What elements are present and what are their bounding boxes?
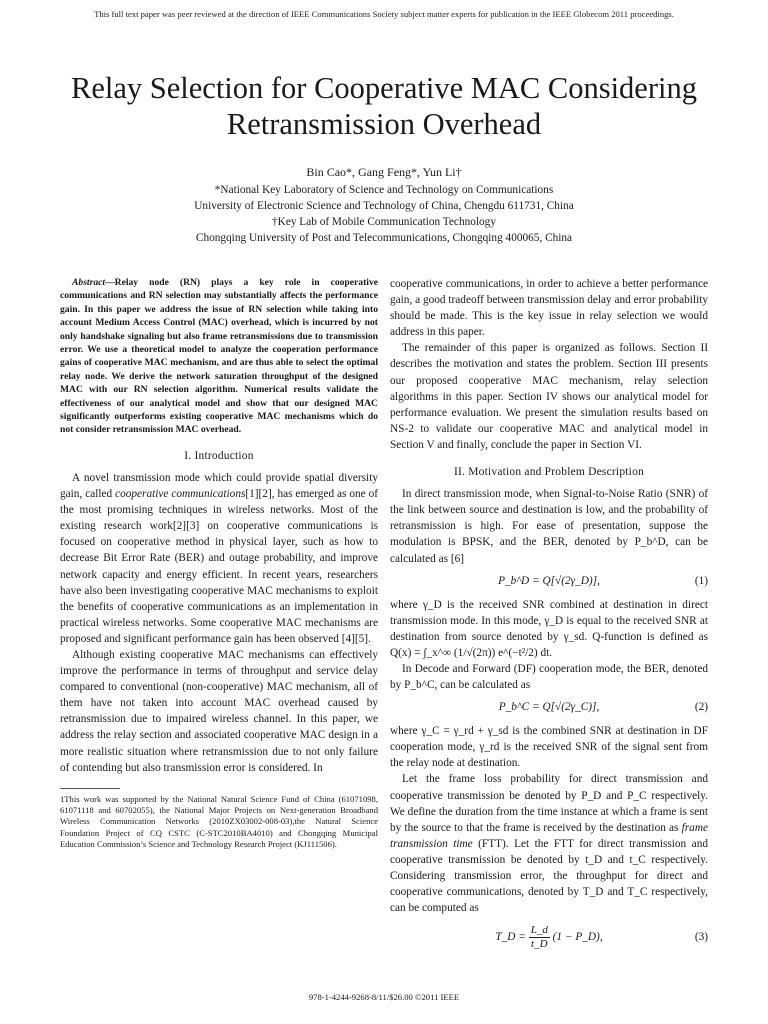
- footnote-divider: [60, 788, 120, 789]
- title-line-1: Relay Selection for Cooperative MAC Considering: [71, 71, 697, 105]
- equation-3: [390, 920, 708, 954]
- intro-text: A novel transmission mode which could provide spatial diversity gain, called: [60, 471, 378, 501]
- section-heading-introduction: I. Introduction: [184, 449, 254, 462]
- equation-1-body: P_b^D = Q[√(2γ_D)],: [498, 574, 600, 587]
- affiliation-line: Chongqing University of Post and Telecommunications, Chongqing 400065, China: [195, 232, 573, 244]
- equation-3-denominator: t_D: [531, 938, 548, 951]
- right-column: [390, 276, 708, 960]
- funding-footnote: 1This work was supported by the National Natural Science Fund of China (61071098, 61071118 and 60702055), the National Major Projects on Next-generation Broadband Wireless Communication Networks (2010ZX03002-008-03),the Natural Science Foundation Project of CQ CSTC (C-STC2010BA4010) and Chongqing Municipal Education Commission’s Science and Technology Research Project (KJ111506).: [60, 793, 378, 849]
- frame-loss-paragraph: [390, 771, 708, 916]
- equation-3-number: (3): [694, 931, 708, 944]
- direct-transmission-paragraph: In direct transmission mode, when Signal-to-Noise Ratio (SNR) of the link between source and destination is low, and the probability of retransmission is high. For ease of presentation, suppose the modulation is BPSK, and the BER, denoted by P_b^D, can be calculated as [6]: [390, 488, 708, 565]
- intro-text: [1][2], has emerged as one of the most promising techniques in wireless networks. Most of the existing research work[2][3] on cooperative communications is focused on cooperative method in physical layer, such as how to decrease Bit Error Rate (BER) and outage probability, and improve network capacity and energy efficient. In recent years, researchers have also been investigating cooperative MAC mechanisms to exploit the benefits of cooperative communications as an implementation in practical wireless networks. Some cooperative MAC mechanisms are proposed and significant performance gain has been observed [4][5].: [60, 488, 378, 645]
- affiliation-line: †Key Lab of Mobile Communication Technology: [272, 216, 496, 228]
- copyright-footer: 978-1-4244-9268-8/11/$26.00 ©2011 IEEE: [308, 992, 460, 1002]
- equation-3-rhs: (1 − P_D),: [552, 931, 603, 944]
- equation-3-numerator: L_d: [530, 924, 548, 937]
- affiliation-line: University of Electronic Science and Technology of China, Chengdu 611731, China: [194, 200, 574, 212]
- affiliation-line: *National Key Laboratory of Science and Technology on Communications: [214, 184, 554, 196]
- equation-2-number: (2): [694, 701, 708, 714]
- equation-1-number: (1): [694, 574, 708, 587]
- abstract-text: —Relay node (RN) plays a key role in cooperative communications and RN selection may substantially affects the performance gain. In this paper we address the issue of RN selection while taking into account Medium Access Control (MAC) overhead, which is incurred by not only handshake signaling but also frame retransmissions due to transmission error. We use a theoretical model to analyze the cooperation performance gains of cooperative MAC mechanism, and are thus able to select the optimal relay node. We derive the network saturation throughput of the designed MAC with our RN selection algorithm. Numerical results validate the effectiveness of our analytical model and show that our designed MAC significantly outperforms existing cooperative MAC mechanisms which do not consider retransmission MAC overhead.: [60, 277, 378, 436]
- equation-1: [390, 571, 708, 591]
- intro-paragraph-1: [60, 470, 378, 647]
- intro-emphasis: cooperative communications: [115, 488, 246, 501]
- frame-loss-text: Let the frame loss probability for direct transmission and cooperative transmission be denoted by P_D and P_C respectively. We define the duration from the time instance at which a frame is sent by the source to that the frame is received by the destination as: [390, 773, 708, 834]
- combined-snr-paragraph: where γ_C = γ_rd + γ_sd is the combined SNR at destination in DF cooperation mode, γ_rd is the received SNR of the signal sent from the relay node at destination.: [390, 725, 708, 770]
- section-heading-motivation: II. Motivation and Problem Description: [454, 466, 644, 479]
- equation-3-lhs: T_D =: [495, 931, 526, 944]
- df-mode-paragraph: In Decode and Forward (DF) cooperation mode, the BER, denoted by P_b^C, can be calculated as: [390, 662, 708, 692]
- continued-paragraph: cooperative communications, in order to achieve a better performance gain, a good tradeoff between transmission delay and error probability should be made. This is the key issue in relay selection we would address in this paper.: [390, 278, 708, 339]
- paper-title: [30, 70, 738, 142]
- paper-organization-paragraph: The remainder of this paper is organized as follows. Section II describes the motivation and states the problem. Section III presents our proposed cooperative MAC mechanism, relay selection algorithms in this paper. Section IV shows our analytical model for performance evaluation. We present the simulation results based on NS-2 to validate our cooperative MAC and analytical model in Section V and finally, conclude the paper in Section VI.: [390, 342, 708, 451]
- title-line-2: Retransmission Overhead: [226, 107, 542, 141]
- abstract-label: Abstract: [72, 277, 106, 288]
- ftt-emphasis: frame transmission time: [390, 821, 708, 850]
- q-function-paragraph: where γ_D is the received SNR combined at destination in direct transmission mode. In this mode, γ_D is equal to the received SNR at destination from source denoted by γ_sd. Q-function is defined as Q(x) = ∫_x^∞ (1/√(2π)) e^(−t²/2) dt.: [390, 598, 708, 659]
- frame-loss-text: (FTT). Let the FTT for direct transmission and cooperative transmission be denoted by t_D and t_C respectively. Considering transmission error, the throughput for direct and cooperative communications, denoted by T_D and T_C respectively, can be computed as: [390, 837, 708, 915]
- intro-paragraph-2: Although existing cooperative MAC mechanisms can effectively improve the performance in terms of throughput and service delay compared to conventional (non-cooperative) MAC mechanism, all of them have not taken into account MAC overhead caused by retransmission due to impaired wireless channel. In this paper, we address the relay section and associated cooperative MAC design in a more realistic situation where retransmission due to not only failure of contending but also transmission error is considered. In: [60, 649, 378, 774]
- equation-2-body: P_b^C = Q[√(2γ_C)],: [498, 701, 600, 714]
- conference-header-note: This full text paper was peer reviewed at the direction of IEEE Communications Society subject matter experts for publication in the IEEE Globecom 2011 proceedings.: [94, 9, 674, 19]
- equation-3-fraction: [529, 924, 550, 951]
- equation-2: [390, 697, 708, 717]
- author-list: Bin Cao*, Gang Feng*, Yun Li†: [306, 165, 462, 179]
- affiliation-block: [0, 182, 768, 246]
- abstract: [60, 276, 378, 437]
- left-column: [60, 276, 378, 850]
